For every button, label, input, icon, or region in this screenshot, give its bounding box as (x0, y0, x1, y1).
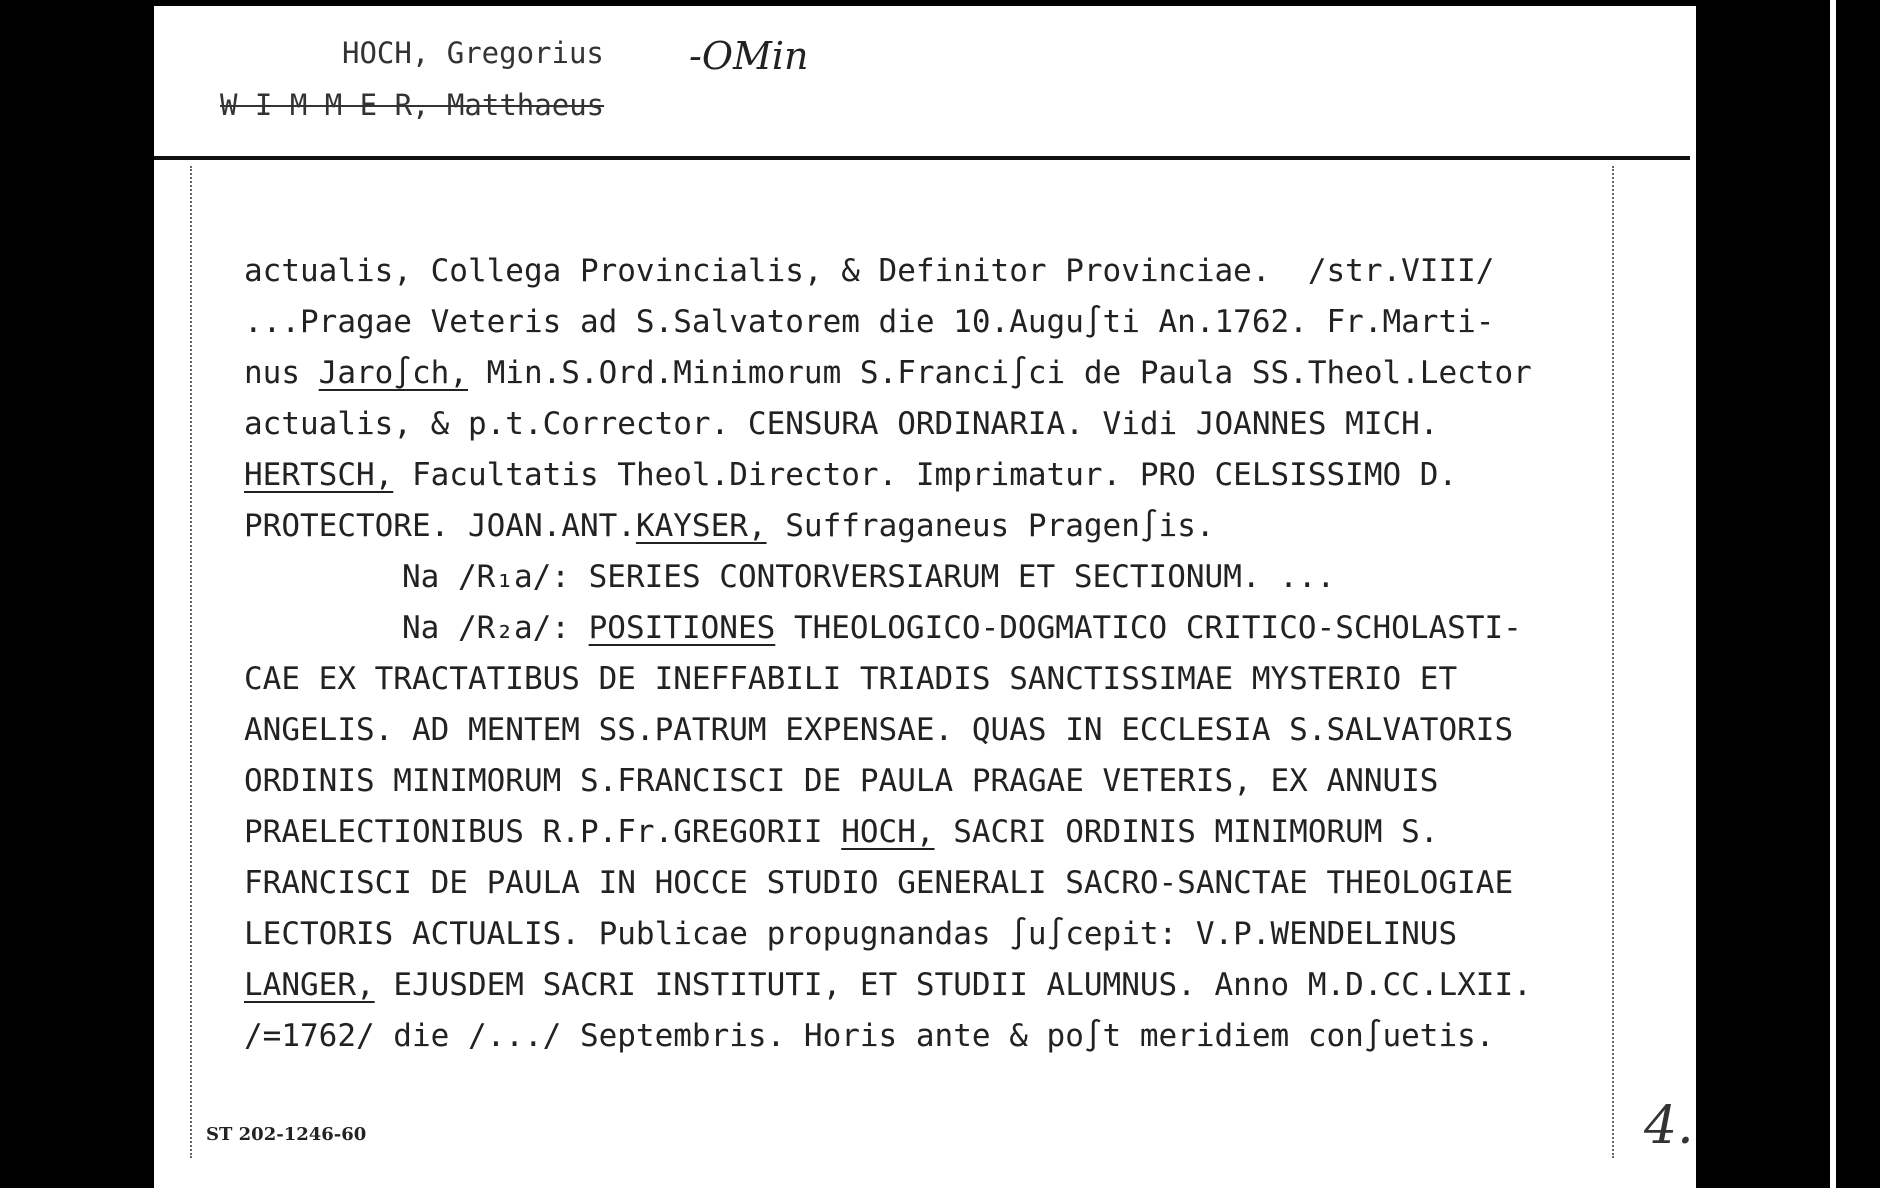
text-segment: SACRI ORDINIS MINIMORUM S. (934, 814, 1439, 850)
index-card (154, 6, 1696, 1188)
text-segment: CAE EX TRACTATIBUS DE INEFFABILI TRIADIS SANCTISSIMAE MYSTERIO ET (244, 661, 1458, 697)
text-line (244, 705, 1624, 756)
text-line (244, 1011, 1624, 1062)
text-line (244, 399, 1624, 450)
underlined-name: Jaro∫ch, (318, 355, 468, 391)
text-line (244, 960, 1624, 1011)
text-line (244, 450, 1624, 501)
underlined-name: LANGER, (244, 967, 375, 1003)
text-segment: PROTECTORE. JOAN.ANT. (244, 508, 636, 544)
text-segment: ...Pragae Veteris ad S.Salvatorem die 10.Augu∫ti An.1762. Fr.Marti- (244, 304, 1495, 340)
text-segment: /=1762/ die /.../ Septembris. Horis ante & po∫t meridiem con∫uetis. (244, 1018, 1495, 1054)
text-segment: FRANCISCI DE PAULA IN HOCCE STUDIO GENERALI SACRO-SANCTAE THEOLOGIAE (244, 865, 1514, 901)
text-line (244, 501, 1624, 552)
text-segment: THEOLOGICO-DOGMATICO CRITICO-SCHOLASTI- (775, 610, 1522, 646)
catalog-stamp: ST 202-1246-60 (206, 1124, 367, 1145)
text-segment: EJUSDEM SACRI INSTITUTI, ET STUDII ALUMNUS. Anno M.D.CC.LXII. (374, 967, 1532, 1003)
text-line (244, 807, 1624, 858)
text-segment: ORDINIS MINIMORUM S.FRANCISCI DE PAULA PRAGAE VETERIS, EX ANNUIS (244, 763, 1439, 799)
text-segment: Na /R₁a/: SERIES CONTORVERSIARUM ET SECTIONUM. ... (402, 559, 1336, 595)
entry-name: HOCH, Gregorius (342, 36, 604, 70)
card-body (244, 246, 1624, 1062)
struck-entry-name: W I M M E R, Matthaeus (220, 88, 605, 122)
text-segment: Na /R₂a/: (402, 610, 589, 646)
underlined-title: POSITIONES (588, 610, 776, 646)
text-line (244, 654, 1624, 705)
text-segment: Facultatis Theol.Director. Imprimatur. PRO CELSISSIMO D. (393, 457, 1458, 493)
text-segment: actualis, Collega Provincialis, & Definitor Provinciae. /str.VIII/ (244, 253, 1495, 289)
left-margin-line (190, 166, 192, 1158)
scan-edge (1830, 0, 1836, 1188)
text-line (244, 858, 1624, 909)
text-line (244, 297, 1624, 348)
text-line (244, 348, 1624, 399)
text-line (244, 552, 1624, 603)
underlined-name: HERTSCH, (244, 457, 394, 493)
text-line (244, 756, 1624, 807)
handwritten-note: -OMin (689, 34, 809, 78)
underlined-name: KAYSER, (635, 508, 767, 544)
text-segment: ANGELIS. AD MENTEM SS.PATRUM EXPENSAE. QUAS IN ECCLESIA S.SALVATORIS (244, 712, 1514, 748)
text-line (244, 603, 1624, 654)
text-segment: nus (244, 355, 319, 391)
text-line (244, 246, 1624, 297)
text-line (244, 909, 1624, 960)
underlined-name: HOCH, (841, 814, 935, 850)
text-segment: LECTORIS ACTUALIS. Publicae propugnandas ∫u∫cepit: V.P.WENDELINUS (244, 916, 1458, 952)
page-number: 4. (1644, 1096, 1694, 1156)
text-segment: actualis, & p.t.Corrector. CENSURA ORDINARIA. Vidi JOANNES MICH. (244, 406, 1439, 442)
text-segment: Suffraganeus Pragen∫is. (766, 508, 1215, 544)
text-segment: PRAELECTIONIBUS R.P.Fr.GREGORII (244, 814, 842, 850)
header-rule (154, 156, 1690, 160)
text-segment: Min.S.Ord.Minimorum S.Franci∫ci de Paula SS.Theol.Lector (467, 355, 1532, 391)
